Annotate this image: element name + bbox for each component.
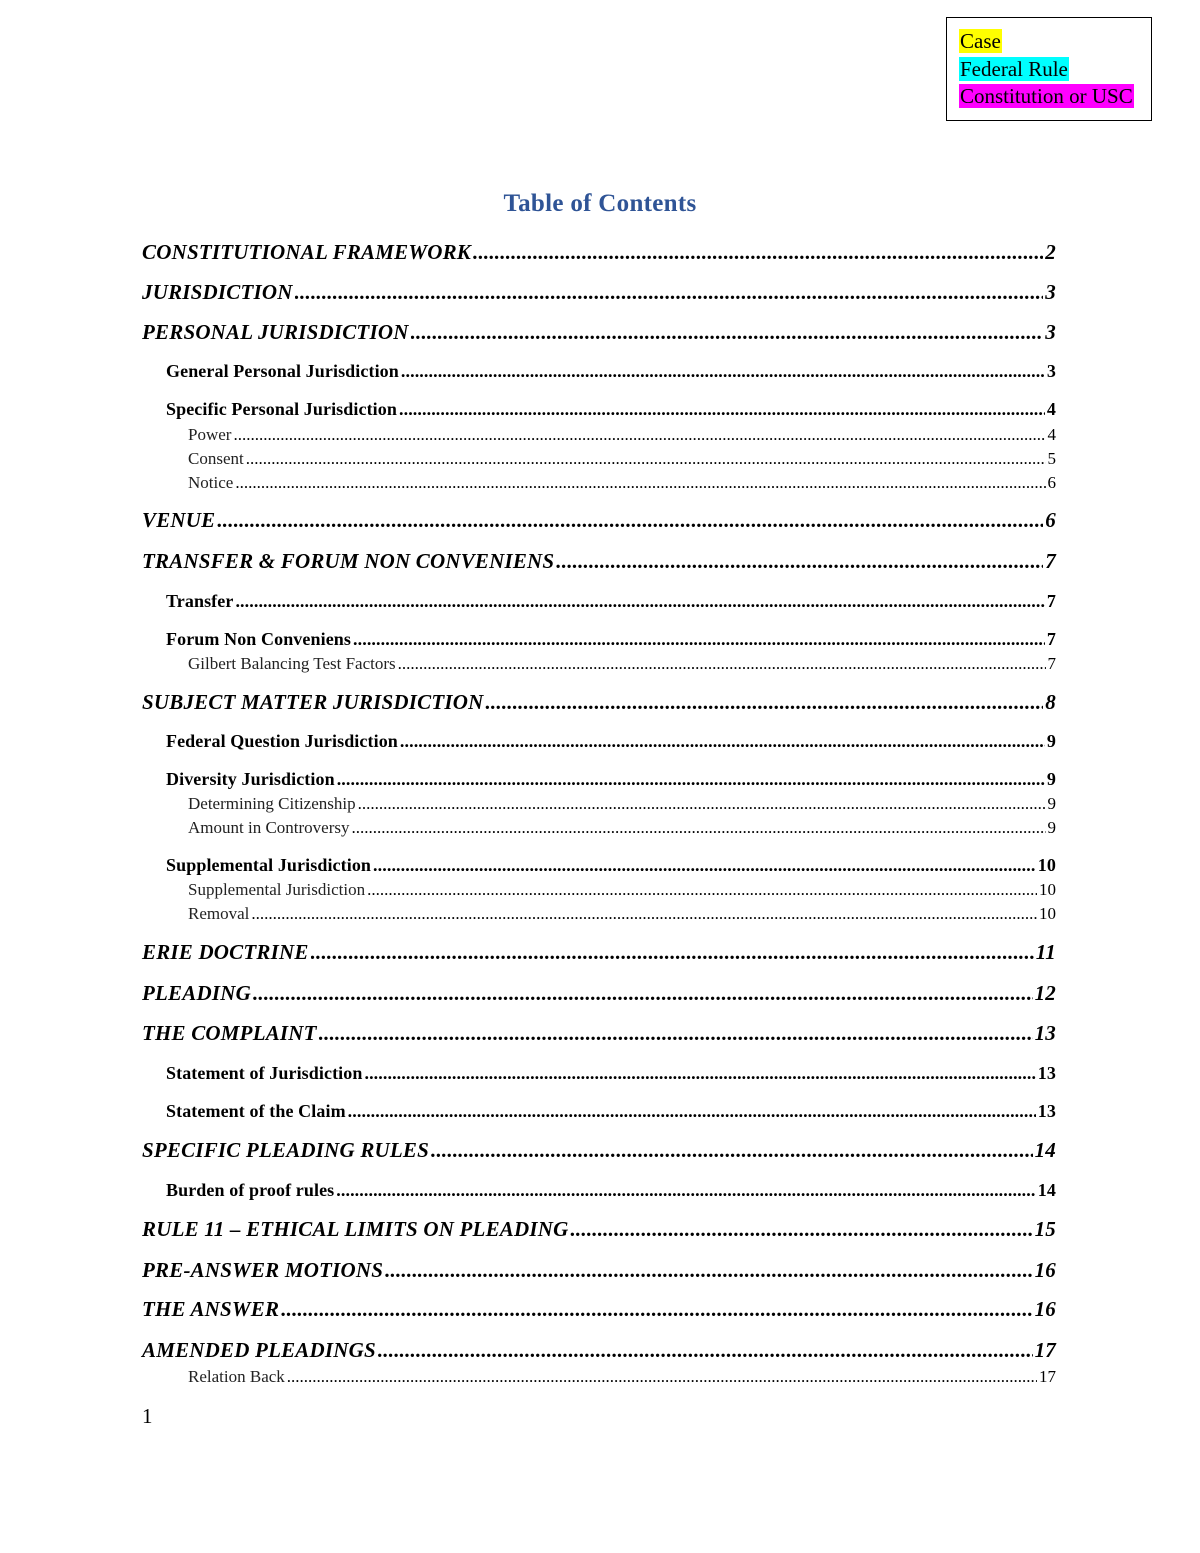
toc-entry-page: 8 xyxy=(1045,690,1056,714)
toc-entry-label: Burden of proof rules xyxy=(166,1180,335,1200)
legend-label-case: Case xyxy=(960,29,1001,53)
toc-entry-level-1[interactable] xyxy=(142,280,1056,305)
toc-entry-page: 9 xyxy=(1047,818,1056,837)
toc-entry-level-2[interactable] xyxy=(166,1180,1056,1201)
toc-dot-leader xyxy=(281,1297,1032,1322)
toc-entry-label: Gilbert Balancing Test Factors xyxy=(188,654,396,673)
toc-dot-leader xyxy=(217,508,1043,533)
toc-dot-leader xyxy=(367,880,1037,900)
toc-entry-label: General Personal Jurisdiction xyxy=(166,361,399,381)
toc-entry-level-2[interactable] xyxy=(166,769,1056,790)
toc-entry-level-3[interactable] xyxy=(188,473,1056,493)
toc-entry-label: Specific Personal Jurisdiction xyxy=(166,399,397,419)
toc-entry-label: Power xyxy=(188,425,232,444)
toc-entry-label: SUBJECT MATTER JURISDICTION xyxy=(142,690,484,714)
toc-dot-leader xyxy=(295,280,1044,305)
toc-entry-level-1[interactable] xyxy=(142,1297,1056,1322)
toc-entry-level-3[interactable] xyxy=(188,794,1056,814)
toc-entry-level-1[interactable] xyxy=(142,240,1056,265)
toc-dot-leader xyxy=(485,690,1043,715)
toc-entry-page: 5 xyxy=(1047,449,1056,468)
toc-entry-page: 15 xyxy=(1034,1217,1056,1241)
toc-entry-level-2[interactable] xyxy=(166,1063,1056,1084)
toc-dot-leader xyxy=(401,361,1045,382)
toc-entry-label: THE COMPLAINT xyxy=(142,1021,317,1045)
toc-entry-page: 9 xyxy=(1046,731,1056,751)
toc-entry-level-3[interactable] xyxy=(188,818,1056,838)
toc-dot-leader xyxy=(336,1180,1036,1201)
toc-entry-level-1[interactable] xyxy=(142,1217,1056,1242)
toc-entry-label: Statement of Jurisdiction xyxy=(166,1063,363,1083)
toc-entry-label: Supplemental Jurisdiction xyxy=(188,880,366,899)
toc-entry-level-1[interactable] xyxy=(142,1138,1056,1163)
legend-label-federal-rule: Federal Rule xyxy=(960,56,1068,81)
toc-entry-page: 9 xyxy=(1047,794,1056,813)
toc-entry-label: Statement of the Claim xyxy=(166,1101,346,1121)
toc-entry-page: 7 xyxy=(1045,549,1056,573)
toc-entry-level-2[interactable] xyxy=(166,361,1056,382)
toc-entry-level-2[interactable] xyxy=(166,855,1056,876)
toc-entry-page: 12 xyxy=(1034,981,1056,1005)
toc-dot-leader xyxy=(373,855,1036,876)
toc-dot-leader xyxy=(233,425,1045,445)
toc-dot-leader xyxy=(364,1063,1035,1084)
toc-entry-page: 3 xyxy=(1046,361,1056,381)
toc-entry-level-2[interactable] xyxy=(166,399,1056,420)
toc-entry-page: 3 xyxy=(1045,280,1056,304)
toc-dot-leader xyxy=(251,904,1037,924)
toc-dot-leader xyxy=(398,654,1046,674)
toc-dot-leader xyxy=(399,399,1045,420)
toc-entry-level-3[interactable] xyxy=(188,1367,1056,1387)
toc-entry-level-1[interactable] xyxy=(142,1338,1056,1363)
toc-dot-leader xyxy=(246,449,1046,469)
toc-entry-page: 13 xyxy=(1037,1101,1056,1121)
toc-dot-leader xyxy=(411,320,1044,345)
toc-dot-leader xyxy=(378,1338,1033,1363)
toc-dot-leader xyxy=(235,473,1045,493)
toc-dot-leader xyxy=(235,591,1044,612)
toc-entry-page: 16 xyxy=(1034,1297,1056,1321)
toc-dot-leader xyxy=(358,794,1046,814)
toc-entry-level-2[interactable] xyxy=(166,629,1056,650)
toc-entry-page: 10 xyxy=(1039,880,1056,899)
toc-entry-page: 17 xyxy=(1034,1338,1056,1362)
toc-entry-label: PRE-ANSWER MOTIONS xyxy=(142,1258,384,1282)
toc-entry-level-1[interactable] xyxy=(142,690,1056,715)
toc-entry-label: Transfer xyxy=(166,591,234,611)
toc-dot-leader xyxy=(352,818,1046,838)
toc-entry-level-1[interactable] xyxy=(142,1021,1056,1046)
toc-entry-page: 17 xyxy=(1039,1367,1056,1386)
toc-entry-label: Removal xyxy=(188,904,250,923)
table-of-contents xyxy=(142,0,1056,1553)
toc-entry-page: 4 xyxy=(1047,425,1056,444)
toc-entry-page: 7 xyxy=(1046,629,1056,649)
toc-entry-page: 16 xyxy=(1034,1258,1056,1282)
toc-entry-level-2[interactable] xyxy=(166,1101,1056,1122)
toc-entry-label: Relation Back xyxy=(188,1367,285,1386)
toc-entry-label: JURISDICTION xyxy=(142,280,293,304)
toc-entry-label: TRANSFER & FORUM NON CONVENIENS xyxy=(142,549,555,573)
toc-entry-label: CONSTITUTIONAL FRAMEWORK xyxy=(142,240,471,264)
toc-entry-level-1[interactable] xyxy=(142,1258,1056,1283)
toc-entry-label: ERIE DOCTRINE xyxy=(142,940,309,964)
toc-entry-level-1[interactable] xyxy=(142,549,1056,574)
toc-entry-label: THE ANSWER xyxy=(142,1297,280,1321)
toc-entry-label: SPECIFIC PLEADING RULES xyxy=(142,1138,430,1162)
toc-dot-leader xyxy=(556,549,1043,574)
toc-entry-level-2[interactable] xyxy=(166,731,1056,752)
toc-entry-label: Forum Non Conveniens xyxy=(166,629,352,649)
toc-entry-label: AMENDED PLEADINGS xyxy=(142,1338,376,1362)
toc-entry-page: 13 xyxy=(1037,1063,1056,1083)
toc-dot-leader xyxy=(311,940,1034,965)
toc-entry-level-3[interactable] xyxy=(188,654,1056,674)
toc-entry-label: Amount in Controversy xyxy=(188,818,350,837)
toc-entry-page: 7 xyxy=(1047,654,1056,673)
toc-entry-page: 14 xyxy=(1034,1138,1056,1162)
toc-entry-level-3[interactable] xyxy=(188,449,1056,469)
toc-entry-level-3[interactable] xyxy=(188,425,1056,445)
toc-dot-leader xyxy=(385,1258,1033,1283)
toc-entry-page: 6 xyxy=(1047,473,1056,492)
toc-entry-level-1[interactable] xyxy=(142,981,1056,1006)
toc-entry-level-1[interactable] xyxy=(142,320,1056,345)
toc-entry-page: 6 xyxy=(1045,508,1056,532)
toc-entry-label: Diversity Jurisdiction xyxy=(166,769,335,789)
toc-entry-page: 10 xyxy=(1037,855,1056,875)
toc-entry-level-1[interactable] xyxy=(142,508,1056,533)
toc-entry-page: 7 xyxy=(1046,591,1056,611)
toc-entry-page: 11 xyxy=(1035,940,1056,964)
toc-entry-label: Consent xyxy=(188,449,244,468)
toc-title: Table of Contents xyxy=(503,190,697,217)
toc-entry-label: VENUE xyxy=(142,508,216,532)
toc-entry-page: 4 xyxy=(1046,399,1056,419)
toc-dot-leader xyxy=(353,629,1045,650)
toc-entry-label: RULE 11 – ETHICAL LIMITS ON PLEADING xyxy=(142,1217,569,1241)
toc-entry-label: Determining Citizenship xyxy=(188,794,356,813)
toc-entry-page: 2 xyxy=(1045,240,1056,264)
toc-entry-label: Notice xyxy=(188,473,234,492)
toc-dot-leader xyxy=(319,1021,1033,1046)
toc-dot-leader xyxy=(473,240,1043,265)
toc-dot-leader xyxy=(348,1101,1036,1122)
page-number: 1 xyxy=(142,1404,153,1428)
toc-dot-leader xyxy=(570,1217,1032,1242)
toc-entry-level-1[interactable] xyxy=(142,940,1056,965)
toc-dot-leader xyxy=(337,769,1045,790)
toc-dot-leader xyxy=(400,731,1045,752)
toc-dot-leader xyxy=(431,1138,1033,1163)
toc-entry-page: 3 xyxy=(1045,320,1056,344)
toc-entry-page: 10 xyxy=(1039,904,1056,923)
toc-entry-label: PERSONAL JURISDICTION xyxy=(142,320,409,344)
toc-entry-label: Supplemental Jurisdiction xyxy=(166,855,372,875)
toc-entry-page: 13 xyxy=(1034,1021,1056,1045)
toc-entry-page: 9 xyxy=(1046,769,1056,789)
toc-entry-level-2[interactable] xyxy=(166,591,1056,612)
toc-entry-label: PLEADING xyxy=(142,981,251,1005)
toc-entry-level-3[interactable] xyxy=(188,880,1056,900)
toc-entry-level-3[interactable] xyxy=(188,904,1056,924)
toc-entry-label: Federal Question Jurisdiction xyxy=(166,731,398,751)
toc-dot-leader xyxy=(287,1367,1037,1387)
toc-entry-page: 14 xyxy=(1037,1180,1056,1200)
toc-dot-leader xyxy=(253,981,1033,1006)
legend-label-constitution: Constitution or USC xyxy=(960,84,1133,108)
